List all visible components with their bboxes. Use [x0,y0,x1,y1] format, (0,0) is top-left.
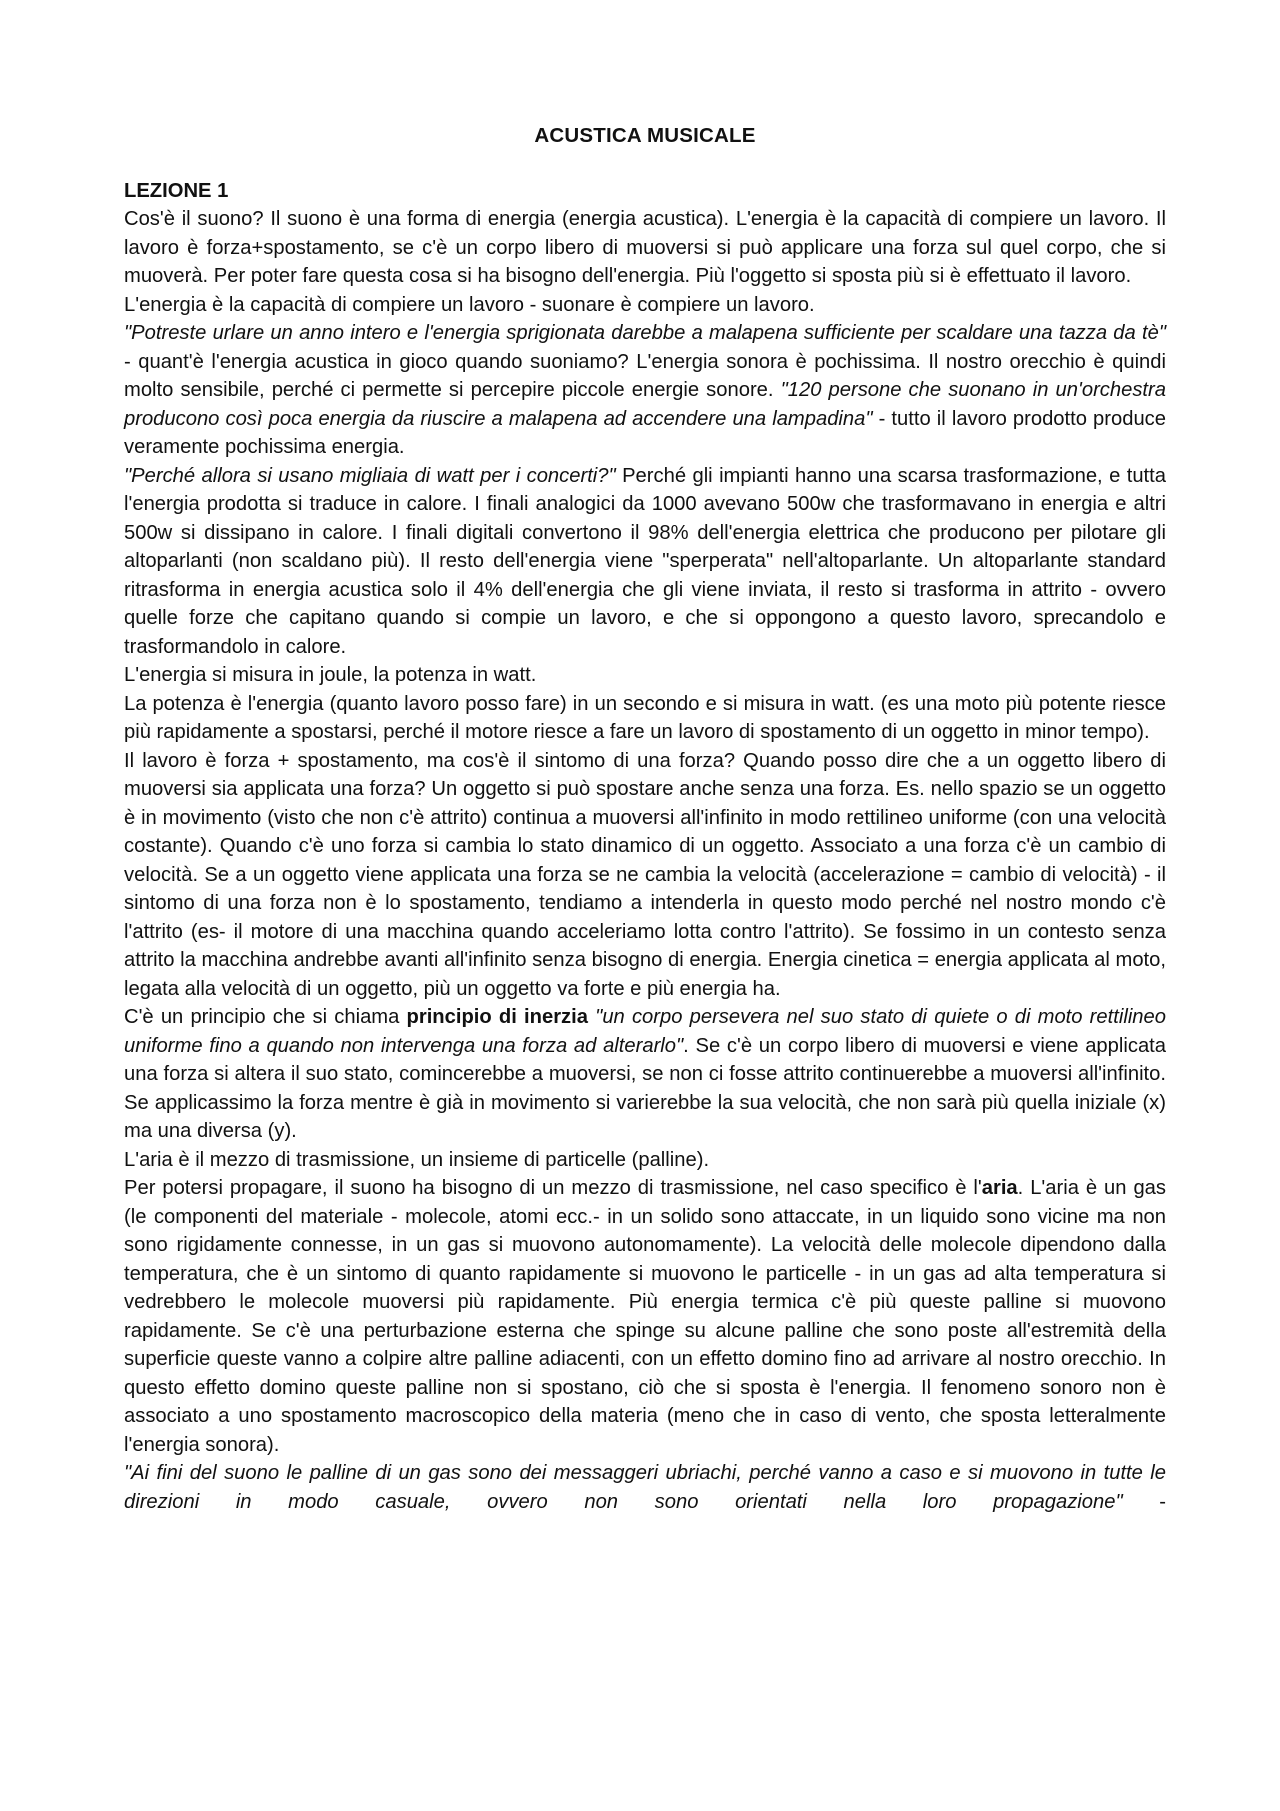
document-body [124,205,1166,1516]
text-run: Perché gli impianti hanno una scarsa trasformazione, e tutta l'energia prodotta si traduce in calore. I finali analogici da 1000 avevano 500w che trasformavano in energia e altri 500w si dissipano in calore. I finali digitali convertono il 98% dell'energia elettrica che producono per pilotare gli altoparlanti (non scaldano più). Il resto dell'energia viene "sperperata" nell'altoparlante. Un altoparlante standard ritrasforma in energia acustica solo il 4% dell'energia che gli viene inviata, il resto si trasforma in attrito - ovvero quelle forze che capitano quando si compie un lavoro, e che si oppongono a questo lavoro, sprecandolo e trasformandolo in calore. [124,464,1166,658]
text-run: Cos'è il suono? Il suono è una forma di energia (energia acustica). L'energia è la capacità di compiere un lavoro. Il lavoro è forza+spostamento, se c'è un corpo libero di muoversi si può applicare una forza sul quel corpo, che si muoverà. Per poter fare questa cosa si ha bisogno dell'energia. Più l'oggetto si sposta più si è effettuato il lavoro. [124,208,1166,287]
quote-text: "Ai fini del suono le palline di un gas sono dei messaggeri ubriachi, perché vanno a caso e si muovono in tutte le direzioni in modo casuale, ovvero non sono orientati nella loro propagazione" [124,1462,1166,1513]
paragraph [124,205,1166,291]
text-run: L'aria è il mezzo di trasmissione, un insieme di particelle (palline). [124,1148,710,1171]
document-title: ACUSTICA MUSICALE [534,124,756,147]
text-run: - tutto il lavoro prodotto produce veramente pochissima energia. [124,407,1166,458]
text-run: . Se c'è un corpo libero di muoversi e viene applicata una forza si altera il suo stato, comincerebbe a muoversi, se non ci fosse attrito continuerebbe a muoversi all'infinito. Se applicassimo la forza mentre è già in movimento si varierebbe la sua velocità, che non sarà più quella iniziale (x) ma una diversa (y). [124,1034,1167,1142]
paragraph [124,291,1166,320]
paragraph [124,1146,1166,1175]
quote-text: "120 persone che suonano in un'orchestra producono così poca energia da riuscire a malapena ad accendere una lampadina" [124,379,1166,430]
lesson-heading: LEZIONE 1 [124,179,229,202]
text-run: . L'aria è un gas (le componenti del materiale - molecole, atomi ecc.- in un solido sono attaccate, in un liquido sono vicine ma non sono rigidamente connesse, in un gas si muovono autonomamente). La velocità delle molecole dipendono dalla temperatura, che è un sintomo di quanto rapidamente si muovono le particelle - in un gas ad alta temperatura si vedrebbero le molecole muoversi più rapidamente. Più energia termica c'è più queste palline si muovono rapidamente. Se c'è una perturbazione esterna che spinge su alcune palline che sono poste all'estremità della superficie queste vanno a colpire altre palline adiacenti, con un effetto domino fino ad arrivare al nostro orecchio. In questo effetto domino queste palline non si spostano, ciò che si sposta è l'energia. Il fenomeno sonoro non è associato a uno spostamento macroscopico della materia (meno che in caso di vento, che sposta letteralmente l'energia sonora). [124,1177,1166,1456]
text-run: L'energia è la capacità di compiere un lavoro - suonare è compiere un lavoro. [124,293,815,316]
paragraph [124,747,1166,1004]
quote-text: "Perché allora si usano migliaia di watt per i concerti?" [124,464,616,487]
paragraph [124,1459,1166,1516]
paragraph [124,661,1166,690]
text-run: La potenza è l'energia (quanto lavoro posso fare) in un secondo e si misura in watt. (es una moto più potente riesce più rapidamente a spostarsi, perché il motore riesce a fare un lavoro di spostamento di un oggetto in minor tempo). [124,692,1166,743]
paragraph [124,319,1166,462]
text-run: L'energia si misura in joule, la potenza in watt. [124,664,537,686]
paragraph [124,690,1166,747]
text-run: - [1122,1490,1166,1513]
quote-text: "Potreste urlare un anno intero e l'energia sprigionata darebbe a malapena sufficiente per scaldare una tazza da tè" [124,322,1166,344]
bold-term: principio di inerzia [406,1006,588,1028]
paragraph [124,462,1166,662]
bold-term: aria [981,1177,1018,1199]
text-run: - quant'è l'energia acustica in gioco quando suoniamo? L'energia sonora è pochissima. Il nostro orecchio è quindi molto sensibile, perché ci permette si percepire piccole energie sonore. [124,350,1166,401]
text-run: Il lavoro è forza + spostamento, ma cos'è il sintomo di una forza? Quando posso dire che a un oggetto libero di muoversi sia applicata una forza? Un oggetto si può spostare anche senza una forza. Es. nello spazio se un oggetto è in movimento (visto che non c'è attrito) continua a muoversi all'infinito in modo rettilineo uniforme (con una velocità costante). Quando c'è uno forza si cambia lo stato dinamico di un oggetto. Associato a una forza c'è un cambio di velocità. Se a un oggetto viene applicata una forza se ne cambia la velocità (accelerazione = cambio di velocità) - il sintomo di una forza non è lo spostamento, tendiamo a intenderla in questo modo perché nel nostro mondo c'è l'attrito (es- il motore di una macchina quando acceleriamo lotta contro l'attrito). Se fossimo in un contesto senza attrito la macchina andrebbe avanti all'infinito senza bisogno di energia. Energia cinetica = energia applicata al moto, legata alla velocità di un oggetto, più un oggetto va forte e più energia ha. [124,749,1166,1000]
paragraph [124,1174,1166,1459]
quote-text: "un corpo persevera nel suo stato di quiete o di moto rettilineo uniforme fino a quando non intervenga una forza ad alterarlo" [124,1006,1166,1057]
text-run: Per potersi propagare, il suono ha bisogno di un mezzo di trasmissione, nel caso specifico è l' [124,1177,982,1199]
text-run: C'è un principio che si chiama [124,1006,407,1028]
paragraph [124,1003,1166,1146]
